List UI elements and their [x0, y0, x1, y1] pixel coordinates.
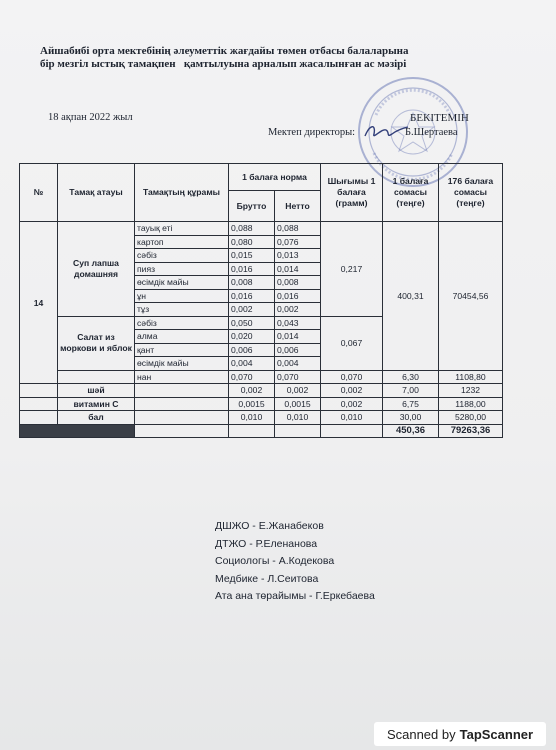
empty-cell — [58, 370, 135, 384]
signature-line: Социологы - А.Кодекова — [215, 555, 335, 567]
brutto-value: 0,010 — [229, 411, 275, 425]
header-norm: 1 балаға норма — [229, 164, 321, 191]
empty-cell — [135, 424, 229, 438]
brutto-value: 0,016 — [229, 289, 275, 303]
signature-line: ДШЖО - Е.Жанабеков — [215, 520, 324, 532]
netto-value: 0,014 — [275, 262, 321, 276]
netto-value: 0,004 — [275, 357, 321, 371]
ingredient: пияз — [135, 262, 229, 276]
salad-yield: 0,067 — [321, 316, 383, 370]
dish-soup: Суп лапша домашняя — [58, 222, 135, 317]
header-yield: Шығымы 1 балаға (грамм) — [321, 164, 383, 222]
cost-one-value: 6,30 — [383, 370, 439, 384]
director-name: Б.Шертаева — [405, 127, 458, 138]
header-cost-total: 176 балаға сомасы (теңге) — [439, 164, 503, 222]
brutto-value: 0,016 — [229, 262, 275, 276]
ingredient: өсімдік майы — [135, 357, 229, 371]
brutto-value: 0,070 — [229, 370, 275, 384]
brutto-value: 0,088 — [229, 222, 275, 236]
empty-cell — [229, 424, 275, 438]
director-label: Мектеп директоры: — [268, 127, 356, 138]
netto-value: 0,006 — [275, 343, 321, 357]
brutto-value: 0,015 — [229, 249, 275, 263]
cost-one-value: 6,75 — [383, 397, 439, 411]
netto-value: 0,002 — [275, 384, 321, 398]
empty-cell — [20, 397, 58, 411]
netto-value: 0,013 — [275, 249, 321, 263]
main-cost-one: 400,31 — [383, 222, 439, 371]
brutto-value: 0,002 — [229, 303, 275, 317]
totals-row — [20, 424, 503, 438]
signature-line: Медбике - Л.Сеитова — [215, 572, 319, 585]
scanner-brand: TapScanner — [459, 726, 534, 742]
header-cost-one: 1 балаға сомасы (теңге) — [383, 164, 439, 222]
cost-total-value: 1188,00 — [439, 397, 503, 411]
dish-name: бал — [58, 411, 135, 425]
ingredient: алма — [135, 330, 229, 344]
dish-salad: Салат из моркови и яблок — [58, 316, 135, 370]
empty-cell — [135, 411, 229, 425]
soup-yield: 0,217 — [321, 222, 383, 317]
table-row — [20, 397, 503, 411]
cost-total-value: 1108,80 — [439, 370, 503, 384]
netto-value: 0,076 — [275, 235, 321, 249]
dish-name: витамин С — [58, 397, 135, 411]
empty-cell — [135, 384, 229, 398]
empty-cell — [20, 384, 58, 398]
document-title — [40, 45, 460, 71]
netto-value: 0,014 — [275, 330, 321, 344]
table-row — [20, 222, 503, 236]
empty-cell — [20, 411, 58, 425]
brutto-value: 0,004 — [229, 357, 275, 371]
title-line-2: бір мезгіл ыстық тамақпен қамтылуына арналып жасалынған ас мәзірі — [40, 58, 407, 70]
brutto-value: 0,008 — [229, 276, 275, 290]
empty-cell — [321, 424, 383, 438]
cost-total-value: 1232 — [439, 384, 503, 398]
header-dish: Тамақ атауы — [58, 164, 135, 222]
title-line-1: Айшабибі орта мектебінің әлеуметтік жағдайы төмен отбасы балаларына — [40, 45, 409, 57]
brutto-value: 0,080 — [229, 235, 275, 249]
ingredient: тауық еті — [135, 222, 229, 236]
day-number: 14 — [20, 222, 58, 384]
approve-label: БЕКІТЕМІН — [410, 112, 469, 124]
menu-table — [19, 163, 503, 438]
yield-value: 0,070 — [321, 370, 383, 384]
netto-value: 0,002 — [275, 303, 321, 317]
ingredient: сәбіз — [135, 249, 229, 263]
total-cost-total: 79263,36 — [439, 424, 503, 438]
netto-value: 0,016 — [275, 289, 321, 303]
brutto-value: 0,006 — [229, 343, 275, 357]
signatures-list — [215, 518, 375, 606]
brutto-value: 0,002 — [229, 384, 275, 398]
ingredient: сәбіз — [135, 316, 229, 330]
netto-value: 0,010 — [275, 411, 321, 425]
yield-value: 0,010 — [321, 411, 383, 425]
ingredient: өсімдік майы — [135, 276, 229, 290]
table-row — [20, 370, 503, 384]
header-brutto: Брутто — [229, 191, 275, 222]
table-row — [20, 411, 503, 425]
cost-one-value: 7,00 — [383, 384, 439, 398]
header-num: № — [20, 164, 58, 222]
netto-value: 0,088 — [275, 222, 321, 236]
brutto-value: 0,0015 — [229, 397, 275, 411]
scanner-prefix: Scanned by — [386, 726, 456, 742]
header-netto: Нетто — [275, 191, 321, 222]
netto-value: 0,043 — [275, 316, 321, 330]
netto-value: 0,070 — [275, 370, 321, 384]
scanner-watermark — [374, 722, 546, 746]
dish-name: шәй — [58, 384, 135, 398]
signature-line: Ата ана төрайымы - Г.Еркебаева — [215, 590, 375, 602]
shaded-cell — [20, 424, 135, 438]
ingredient: қант — [135, 343, 229, 357]
ingredient: ұн — [135, 289, 229, 303]
brutto-value: 0,050 — [229, 316, 275, 330]
ingredient: нан — [135, 370, 229, 384]
yield-value: 0,002 — [321, 397, 383, 411]
yield-value: 0,002 — [321, 384, 383, 398]
ingredient: картоп — [135, 235, 229, 249]
empty-cell — [135, 397, 229, 411]
document-date: 18 ақпан 2022 жыл — [48, 112, 133, 123]
brutto-value: 0,020 — [229, 330, 275, 344]
netto-value: 0,008 — [275, 276, 321, 290]
cost-one-value: 30,00 — [383, 411, 439, 425]
ingredient: тұз — [135, 303, 229, 317]
netto-value: 0,0015 — [275, 397, 321, 411]
signature-line: ДТЖО - Р.Еленанова — [215, 537, 318, 550]
total-cost-one: 450,36 — [383, 424, 439, 438]
empty-cell — [275, 424, 321, 438]
main-cost-total: 70454,56 — [439, 222, 503, 371]
cost-total-value: 5280,00 — [439, 411, 503, 425]
table-row — [20, 384, 503, 398]
header-composition: Тамақтың құрамы — [135, 164, 229, 222]
